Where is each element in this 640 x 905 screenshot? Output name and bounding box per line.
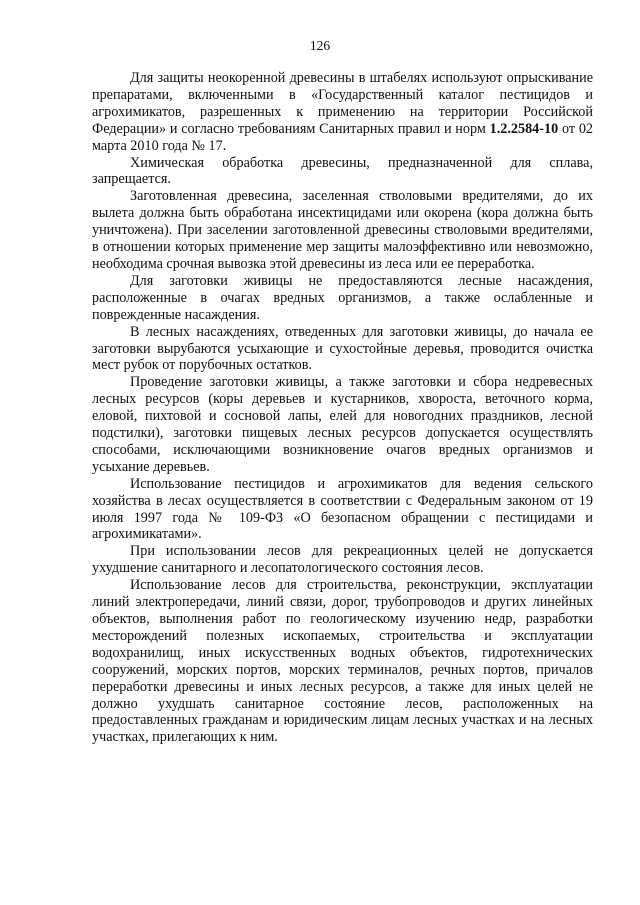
paragraph-non-timber-resources: Проведение заготовки живицы, а также заготовки и сбора недревесных лесных ресурсов (коры деревьев и кустарников, хвороста, веточного корма, еловой, пихтовой и сосновой лапы, елей для новогодних праздников, лесной подстилки), заготовки пищевых лесных ресурсов допускается осуществлять способами, исключающими возникновение очагов вредных организмов и усыхание деревьев.	[92, 374, 593, 475]
paragraph-text: от 02 марта 2010 года № 17.	[92, 120, 594, 154]
page-number: 126	[309, 38, 331, 53]
paragraph-linear-objects: Использование лесов для строительства, реконструкции, эксплуатации линий электропередачи, линий связи, дорог, трубопроводов и других линейных объектов, выполнения работ по геологическому изучению недр, разработки месторождений полезных ископаемых, строительства и эксплуатации водохранилищ, иных искусственных водных объектов, гидротехнических сооружений, морских портов, морских терминалов, речных портов, причалов переработки древесины и иных лесных ресурсов, а также для иных целей не должно ухудшать санитарное состояние лесов, расположенных на предоставленных гражданам и юридическим лицам лесных участках и на лесных участках, прилегающих к ним.	[92, 577, 593, 746]
paragraph-recreation: При использовании лесов для рекреационных целей не допускается ухудшение санитарного и лесопатологического состояния лесов.	[92, 543, 593, 577]
paragraph-pesticide-spraying	[92, 70, 593, 155]
paragraph-text: Для защиты неокоренной древесины в штабелях используют опрыскивание препаратами, включенными в «Государственный каталог пестицидов и агрохимикатов, разрешенных к применению на территории Российской Федерации» и согласно требованиям Санитарных правил и норм	[92, 70, 593, 137]
sanitary-norm-code: 1.2.2584-10	[489, 120, 559, 137]
paragraph-resin-stands: Для заготовки живицы не предоставляются лесные насаждения, расположенные в очагах вредных организмов, а также ослабленные и поврежденные насаждения.	[92, 272, 593, 323]
paragraph-chemical-treatment: Химическая обработка древесины, предназначенной для сплава, запрещается.	[92, 154, 593, 188]
body-text	[92, 70, 593, 746]
paragraph-infested-wood: Заготовленная древесина, заселенная стволовыми вредителями, до их вылета должна быть обработана инсектицидами или окорена (кора должна быть уничтожена). При заселении заготовленной древесины стволовыми вредителями, в отношении которых применение мер защиты малоэффективно или невозможно, необходима срочная вывозка этой древесины из леса или ее переработка.	[92, 188, 593, 272]
paragraph-resin-preparation: В лесных насаждениях, отведенных для заготовки живицы, до начала ее заготовки вырубаются усыхающие и сухостойные деревья, проводится очистка мест рубок от порубочных остатков.	[92, 323, 593, 374]
paragraph-agricultural-pesticides: Использование пестицидов и агрохимикатов для ведения сельского хозяйства в лесах осуществляется в соответствии с Федеральным законом от 19 июля 1997 года № 109-ФЗ «О безопасном обращении с пестицидами и агрохимикатами».	[92, 475, 593, 543]
